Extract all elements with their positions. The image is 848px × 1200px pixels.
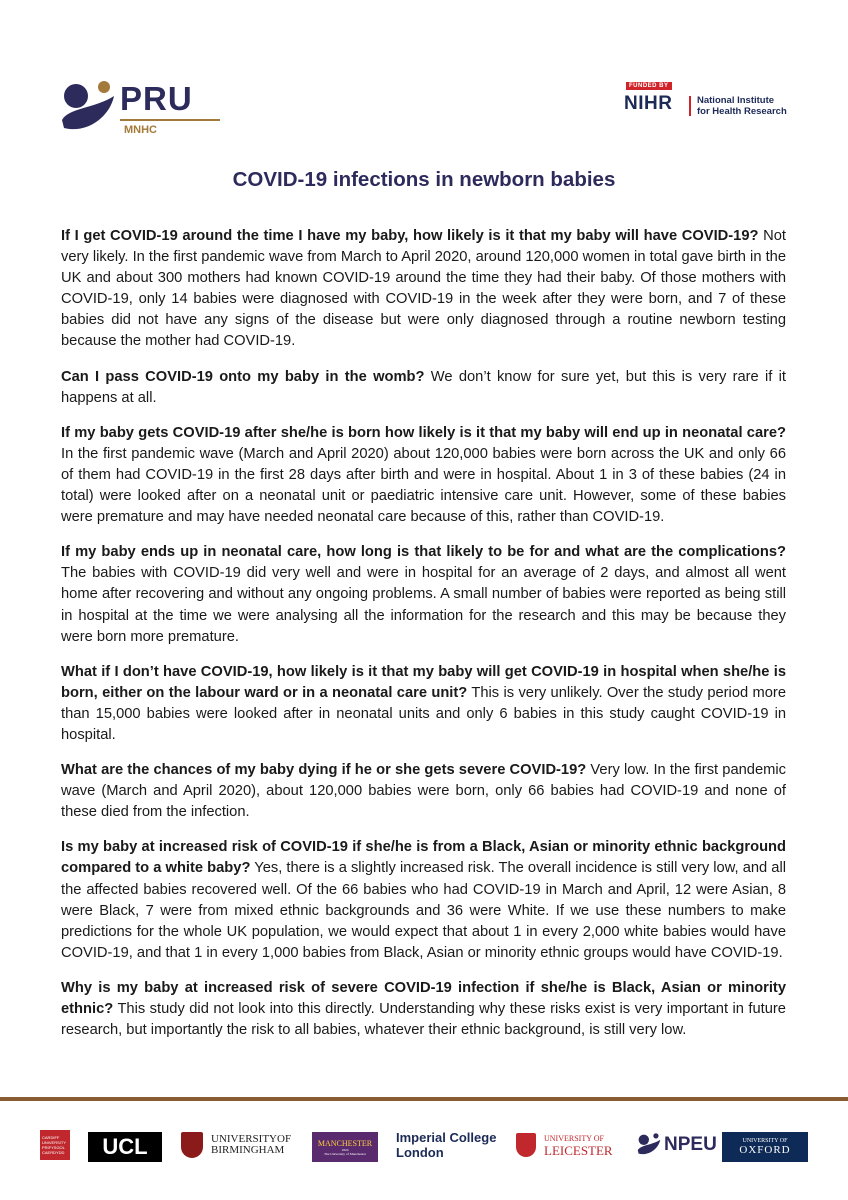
faq-answer: Very low. In the first pandemic wave (March and April 2020), about 120,000 babies were born, only 66 babies had COVID-19 and none of these died from the infection. — [61, 762, 786, 821]
faq-answer: Yes, there is a slightly increased risk. The overall incidence is still very low, and all the affected babies recovered well. Of the 66 babies who had COVID-19 in March and April, 12 were Asian, 8 were Black, 7 were from mixed ethnic backgrounds and 36 were White. If we use these numbers to make predictions for the whole UK population, we would expect that about 1 in every 2,000 white babies would have COVID-19, and that 1 in every 1,000 babies from Black, Asian or minority ethnic groups would have COVID-19. — [61, 860, 786, 961]
birmingham-logo — [181, 1128, 296, 1162]
leicester-line1: UNIVERSITY OF — [544, 1134, 604, 1143]
npeu-logo — [636, 1128, 718, 1162]
faq-item — [61, 662, 786, 746]
nihr-line1: National Institute — [697, 95, 775, 106]
imperial-line2: London — [396, 1145, 444, 1160]
birmingham-line2: BIRMINGHAM — [211, 1144, 285, 1156]
cardiff-logo: CARDIFF UNIVERSITY PRIFYSGOL CAERDYDD — [40, 1130, 70, 1160]
nihr-funded-label: FUNDED BY — [626, 82, 672, 90]
faq-question: If my baby gets COVID-19 after she/he is born how likely is it that my baby will end up in neonatal care? — [61, 424, 786, 441]
imperial-line1: Imperial College — [396, 1130, 497, 1145]
faq-item — [61, 760, 786, 823]
nihr-fullname — [697, 95, 797, 117]
pru-subtitle: MNHC — [124, 124, 157, 136]
faq-answer: In the first pandemic wave (March and April 2020) about 120,000 babies were born across the UK and only 66 of them had COVID-19 in the first 28 days after birth and were in hospital. About 1 in 3 of these babies (24 in total) were looked after on a neonatal unit or paediatric intensive care unit. However, some of these babies were premature and may have needed neonatal care because of this, rather than COVID-19. — [61, 445, 786, 526]
leicester-line2: LEICESTER — [544, 1143, 613, 1158]
faq-answer: We don’t know for sure yet, but this is very rare if it happens at all. — [61, 368, 786, 406]
manchester-year: 1824 — [341, 1147, 349, 1152]
faq-question: If my baby ends up in neonatal care, how long is that likely to be for and what are the complications? — [61, 544, 786, 561]
faq-question: What are the chances of my baby dying if he or she gets severe COVID-19? — [61, 762, 587, 779]
pru-mnhc-logo — [58, 78, 228, 138]
leicester-crest-icon — [516, 1133, 536, 1157]
nihr-line2: for Health Research — [697, 106, 787, 117]
page-title: COVID-19 infections in newborn babies — [232, 168, 616, 191]
faq-question: What if I don’t have COVID-19, how likely is it that my baby will get COVID-19 in hospital when she/he is born, either on the labour ward or in a neonatal care unit? — [61, 663, 786, 701]
pru-people-icon — [58, 78, 118, 138]
npeu-people-icon — [636, 1132, 662, 1158]
manchester-subtitle: The University of Manchester — [323, 1151, 367, 1156]
faq-answer: This is very unlikely. Over the study period more than 15,000 babies were looked after in neonatal units and only 6 babies in this study caught COVID-19 in hospital. — [61, 684, 786, 743]
faq-item — [61, 367, 786, 409]
faq-question: Can I pass COVID-19 onto my baby in the womb? — [61, 368, 425, 385]
pru-underline — [120, 119, 220, 121]
partner-logos — [0, 1120, 848, 1180]
faq-answer: Not very likely. In the first pandemic wave from March to April 2020, around 120,000 women in total gave birth in the UK and about 300 mothers had known COVID-19 around the time they had their baby. Of those mothers with COVID-19, only 14 babies were diagnosed with COVID-19 in the week after they were born, and 7 of these babies did not have any signs of the disease but were only diagnosed through a routine newborn testing because the mother had COVID-19. — [61, 228, 786, 350]
nihr-acronym: NIHR — [624, 93, 673, 114]
oxford-line2: OXFORD — [739, 1144, 791, 1156]
faq-item — [61, 978, 786, 1041]
manchester-name: MANCHESTER — [317, 1138, 373, 1148]
manchester-logo — [312, 1132, 378, 1162]
faq-item — [61, 837, 786, 964]
footer-divider — [0, 1097, 848, 1101]
birmingham-crest-icon — [181, 1132, 203, 1158]
faq-content — [61, 226, 786, 1055]
faq-question: Why is my baby at increased risk of severe COVID-19 infection if she/he is Black, Asian or minority ethnic? — [61, 979, 786, 1017]
pru-name: PRU — [120, 80, 193, 117]
oxford-line1: UNIVERSITY OF — [742, 1138, 788, 1144]
faq-answer: The babies with COVID-19 did very well and were in hospital for an average of 2 days, and almost all went home after recovering and without any ongoing problems. A small number of babies were reported as being still in hospital at the time we were analysing all the information for the research and this may be because they were born more premature. — [61, 565, 786, 645]
ucl-text: UCL — [102, 1134, 148, 1159]
leicester-logo — [516, 1128, 620, 1162]
nihr-logo — [624, 82, 794, 122]
faq-answer: This study did not look into this directly. Understanding why these risks exist is very important in future research, but importantly the risk to all babies, whatever their ethnic background, is still very low. — [61, 1001, 786, 1039]
faq-item — [61, 542, 786, 647]
imperial-logo — [396, 1130, 496, 1164]
faq-item — [61, 423, 786, 528]
ucl-logo — [88, 1132, 162, 1162]
page-header — [0, 0, 848, 160]
birmingham-line1: UNIVERSITYOF — [211, 1133, 292, 1145]
faq-question: Is my baby at increased risk of COVID-19 if she/he is from a Black, Asian or minority ethnic background compared to a white baby? — [61, 839, 786, 877]
npeu-text: NPEU — [664, 1134, 717, 1155]
faq-question: If I get COVID-19 around the time I have my baby, how likely is it that my baby will have COVID-19? — [61, 228, 759, 244]
nihr-divider — [689, 96, 691, 116]
oxford-logo — [722, 1132, 808, 1162]
faq-item — [61, 226, 786, 353]
